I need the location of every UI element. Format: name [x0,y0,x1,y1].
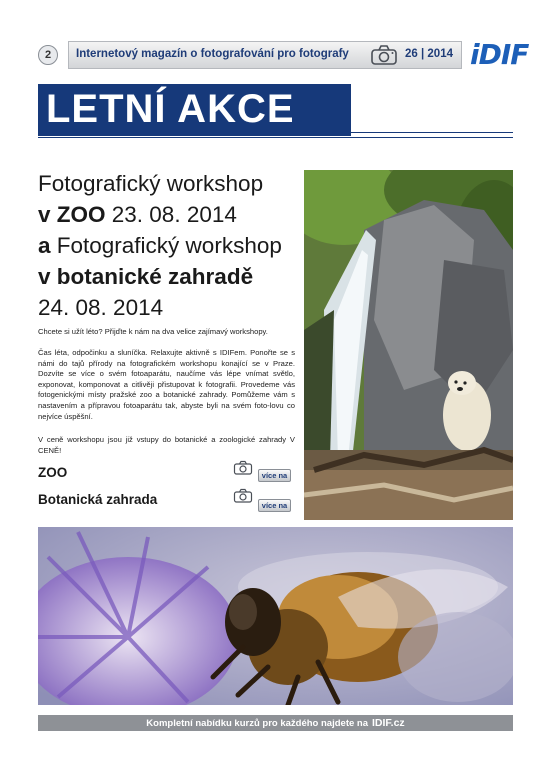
banner-title: LETNÍ AKCE [46,87,295,131]
banner-divider [38,137,513,138]
issue-number: 26 | 2014 [405,48,453,60]
banner-divider [38,132,513,133]
zoo-label: ZOO [38,465,68,480]
magazine-title: Internetový magazín o fotografování pro fotografy [76,48,349,60]
botanic-label: Botanická zahrada [38,492,158,507]
header-bar [68,41,462,69]
description-paragraph: Čas léta, odpočinku a sluníčka. Relaxujte aktivně s IDIFem. Ponořte se s námi do tajů přírody na fotografickém workshopu konající se v Praze. Dozvíte se více o svém fotoaparátu, naučíme vás lépe vnímat světlo, exponovat, komponovat a citlivěji přistupovat k fotografii. Provedeme vás fotogenickými místy pražské zoo a botanické zahrady. Pomůžeme vám s nastavením a přípravou fotoaparátu tak, abyste byli na svém foto-lovu co nejvíce úspěšní. [38,348,295,421]
headline-line-1: Fotografický workshop [38,171,264,196]
headline-and: a [38,233,51,258]
headline-line-3 [38,230,300,261]
banner [38,84,351,136]
botanic-more-button[interactable]: více na [258,499,291,512]
zoo-more-button[interactable]: více na [258,469,291,482]
headline [38,168,300,323]
headline-zoo: v ZOO [38,202,106,227]
idif-logo[interactable]: iDIF [470,38,529,71]
headline-zoo-date: 23. 08. 2014 [105,202,237,227]
camera-icon [369,44,399,66]
footer-site-link[interactable]: IDIF.cz [372,717,405,729]
camera-icon [233,488,253,503]
price-note: V ceně workshopu jsou již vstupy do botanické a zoologické zahrady V CENĚ! [38,435,295,455]
headline-line-5: 24. 08. 2014 [38,295,164,320]
headline-line-4 [38,261,300,292]
camera-icon [233,460,253,475]
footer-bar [38,715,513,731]
headline-line-2 [38,199,300,230]
headline-botanic: v botanické zahradě [38,264,254,289]
page-number: 2 [38,45,58,65]
headline-workshop-2: Fotografický workshop [50,233,282,258]
footer-text: Kompletní nabídku kurzů pro každého najdete na [146,718,368,729]
polar-bear-photo [304,170,513,520]
bee-photo [38,527,513,705]
intro-paragraph: Chcete si užít léto? Přijďte k nám na dva velice zajímavý workshopy. [38,327,268,336]
